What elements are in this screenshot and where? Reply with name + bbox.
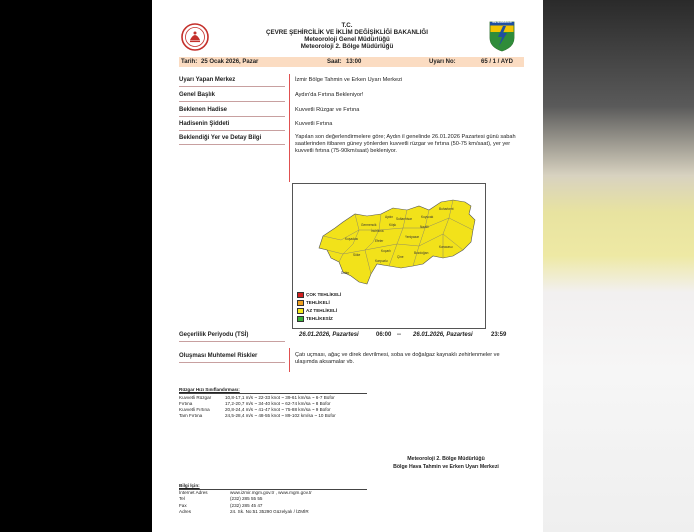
date-label: Tarih:	[181, 59, 198, 65]
row-underline	[179, 86, 285, 87]
warning-no-label: Uyarı No:	[429, 59, 456, 65]
legend-label: TEHLİKELİ	[306, 300, 330, 305]
province-label: Çine	[397, 255, 404, 259]
detail-value: Yapılan son değerlendirmelere göre; Aydın il genelinde 26.01.2026 Pazartesi günü sabah saatlerinden itibaren güney yönlerden kuvvetli rüzgar ve fırtına (50-75 km/saat), yer yer kuvvetli fırtına (75-90km/saat) bekleniyor.	[295, 134, 516, 154]
time-value: 13:00	[346, 59, 362, 65]
wind-table-title: Rüzgar Hızı Sınıflandırması:	[179, 387, 240, 392]
province-label: Kuyucak	[421, 215, 434, 219]
row-underline	[179, 144, 285, 145]
province-label: İncirliova	[371, 229, 384, 233]
legend-dangerous	[297, 300, 330, 306]
severity-label: Hadisenin Şiddeti	[179, 121, 230, 127]
legend-less-dangerous	[297, 308, 337, 314]
validity-to-time: 23:59	[491, 332, 507, 338]
header-directorate: Meteoroloji Genel Müdürlüğü	[304, 36, 390, 43]
province-label: Bozdoğan	[414, 251, 429, 255]
warning-document	[152, 0, 543, 532]
right-background	[543, 0, 694, 532]
row-underline	[179, 130, 285, 131]
contact-title: Bilgi İçin:	[179, 483, 200, 488]
validity-label: Geçerlilik Periyodu (TSİ)	[179, 332, 249, 338]
row-underline	[179, 116, 285, 117]
contact-row-name: Tel	[179, 496, 185, 501]
signature-line2: Bölge Hava Tahmin ve Erken Uyarı Merkezi	[393, 464, 499, 470]
province-label: Yenipazar	[405, 235, 420, 239]
wind-row-value: 24,5-28,4 m/s ~ 48-55 knot ~ 89-102 km/sa ~ 10 Bofor	[225, 413, 336, 418]
detail-label: Beklendiği Yer ve Detay Bilgi	[179, 135, 262, 141]
wind-row-value: 20,8-24,4 m/s ~ 41-47 knot ~ 75-88 km/sa ~ 9 Bofor	[225, 407, 331, 412]
title-value: Aydın'da Fırtına Bekleniyor!	[295, 92, 364, 98]
legend-very-dangerous	[297, 292, 341, 298]
legend-not-dangerous	[297, 316, 333, 322]
legend-swatch	[297, 316, 304, 322]
province-label: Aydın	[385, 215, 394, 219]
logo-text: METEOROLOJİ	[492, 21, 512, 24]
row-underline	[179, 362, 285, 363]
wind-row-name: Kuvvetli Fırtına	[179, 407, 210, 412]
row-underline	[179, 101, 285, 102]
warning-no-value: 65 / 1 / AYD	[481, 59, 513, 65]
validity-separator: --	[397, 332, 401, 338]
date-band	[179, 57, 524, 67]
validity-from-date: 26.01.2026, Pazartesi	[299, 332, 359, 338]
header-tc: T.C.	[341, 22, 353, 29]
province-label: Köşk	[389, 223, 397, 227]
legend-swatch	[297, 292, 304, 298]
province-map	[293, 184, 485, 328]
risks-label: Oluşması Muhtemel Riskler	[179, 353, 258, 359]
row-underline	[179, 341, 285, 342]
field-divider	[289, 348, 290, 372]
ministry-seal-icon	[178, 22, 212, 52]
contact-row-name: Adres	[179, 509, 192, 514]
event-value: Kuvvetli Rüzgar ve Fırtına	[295, 107, 360, 113]
validity-from-time: 06:00	[376, 332, 392, 338]
contact-row-name: Fax	[179, 503, 187, 508]
province-label: Karacasu	[439, 245, 453, 249]
province-label: Nazilli	[420, 225, 429, 229]
wind-row-name: Kuvvetli Rüzgar	[179, 395, 212, 400]
wind-table-rule	[179, 393, 367, 394]
header-regional: Meteoroloji 2. Bölge Müdürlüğü	[300, 43, 394, 50]
signature-line1: Meteoroloji 2. Bölge Müdürlüğü	[407, 456, 485, 462]
province-label: Germencik	[361, 223, 377, 227]
province-label: Karpuzlu	[375, 259, 388, 263]
legend-label: TEHLİKESİZ	[306, 316, 333, 321]
contact-row-name: İnternet Adres	[179, 490, 208, 495]
province-label: Sultanhisar	[396, 217, 412, 221]
time-label: Saat:	[327, 59, 342, 65]
legend-swatch	[297, 300, 304, 306]
warning-map	[292, 183, 486, 329]
province-label: Buharkent	[439, 207, 454, 211]
event-label: Beklenen Hadise	[179, 107, 228, 113]
province-label: Koçarlı	[381, 249, 391, 253]
meteorology-logo-icon	[488, 20, 516, 52]
contact-website[interactable]: www.izmir.mgm.gov.tr , www.mgm.gov.tr	[230, 490, 312, 495]
wind-row-value: 10,8-17,1 m/s ~ 22-33 knot ~ 39-61 km/sa ~ 6-7 Bofor	[225, 395, 335, 400]
wind-row-name: Tam Fırtına	[179, 413, 203, 418]
province-label: Kuşadası	[345, 237, 359, 241]
header-ministry: ÇEVRE ŞEHİRCİLİK VE İKLİM DEĞİŞİKLİĞİ BAKANLIĞI	[266, 29, 428, 36]
province-label: Didim	[341, 271, 350, 275]
risks-value: Çatı uçması, ağaç ve direk devrilmesi, soba ve doğalgaz kaynaklı zehirlenmeler ve ulaşımda aksamalar vb.	[295, 352, 500, 365]
legend-label: ÇOK TEHLİKELİ	[306, 292, 342, 297]
left-background	[0, 0, 152, 532]
validity-to-date: 26.01.2026, Pazartesi	[413, 332, 473, 338]
wind-row-name: Fırtına	[179, 401, 193, 406]
contact-row-value: 24. Sk. No:51 35290 Güzelyalı / İZMİR	[230, 509, 309, 514]
contact-row-value: (232) 285 55 55	[230, 496, 263, 501]
contact-row-value: (232) 285 45 47	[230, 503, 263, 508]
province-label: Söke	[353, 253, 361, 257]
province-label: Efeler	[375, 239, 384, 243]
title-label: Genel Başlık	[179, 92, 216, 98]
date-value: 25 Ocak 2026, Pazar	[201, 59, 259, 65]
field-divider	[289, 74, 290, 182]
legend-swatch	[297, 308, 304, 314]
center-value: İzmir Bölge Tahmin ve Erken Uyarı Merkezi	[295, 77, 403, 83]
wind-row-value: 17,2-20,7 m/s ~ 34-40 knot ~ 62-74 km/sa ~ 8 Bofor	[225, 401, 331, 406]
severity-value: Kuvvetli Fırtına	[295, 121, 333, 127]
center-label: Uyarı Yapan Merkez	[179, 77, 236, 83]
legend-label: AZ TEHLİKELİ	[306, 308, 338, 313]
